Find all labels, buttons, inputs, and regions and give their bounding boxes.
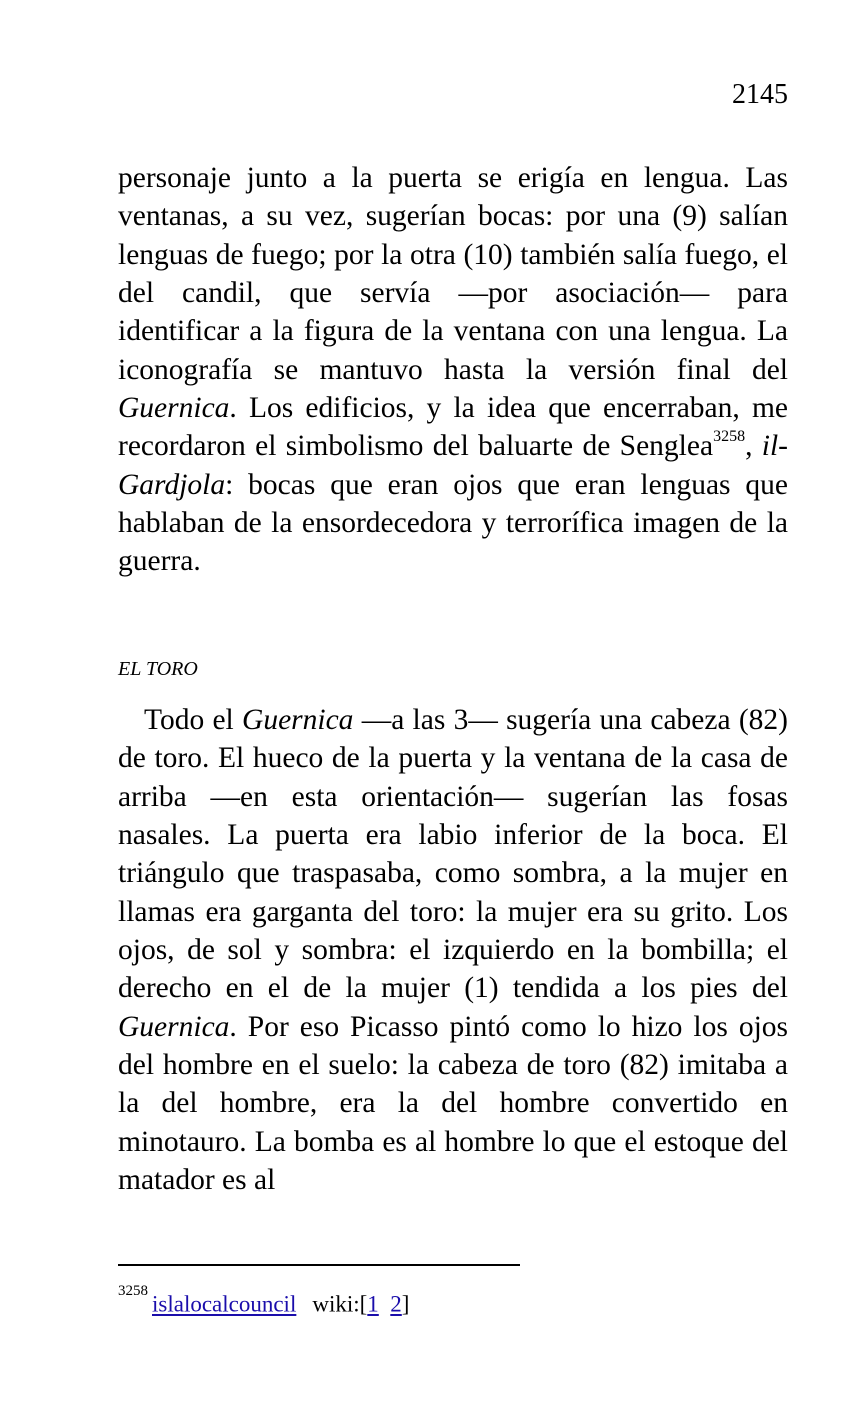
paragraph-text: Todo el: [144, 704, 243, 736]
footnote-number: 3258: [118, 1283, 148, 1299]
body-paragraph: [118, 159, 788, 581]
section-heading: EL TORO: [118, 658, 198, 680]
wiki-bracket-close: ]: [401, 1291, 410, 1317]
footnote: [118, 1284, 409, 1320]
wiki-label: wiki:[: [312, 1291, 368, 1317]
artwork-title: Guernica: [118, 392, 230, 425]
paragraph-text: . Por eso Picasso pintó como lo hizo los ojos del hombre en el suelo: la cabeza de toro (82) imitaba a la del hombre, era la del hombre convertido en minotauro. La bomba es al hombre lo que el estoque del matador es al: [118, 1010, 788, 1197]
footnote-divider: [118, 1264, 520, 1266]
place-name: il-Gardjola: [118, 430, 788, 501]
paragraph-text: : bocas que eran ojos que eran lenguas que hablaban de la ensordecedora y terrorífica imagen de la guerra.: [118, 468, 788, 578]
paragraph-text: —a las 3— sugería una cabeza (82) de toro. El hueco de la puerta y la ventana de la casa de arriba —en esta orientación— sugerían las fosas nasales. La puerta era labio inferior de la boca. El triángulo que traspasaba, como sombra, a la mujer en llamas era garganta del toro: la mujer era su grito. Los ojos, de sol y sombra: el izquierdo en la bombilla; el derecho en el de la mujer (1) tendida a los pies del: [118, 704, 788, 1005]
footnote-reference[interactable]: 3258: [713, 427, 746, 445]
page-number: 2145: [732, 79, 788, 110]
footnote-source-link[interactable]: islalocalcouncil: [152, 1291, 297, 1317]
wiki-link-2[interactable]: 2: [390, 1291, 402, 1317]
paragraph-text: . Los edificios, y la idea que encerraban, me recordaron el simbolismo del baluarte de Senglea: [118, 392, 788, 463]
body-paragraph: [118, 701, 788, 1199]
artwork-title: Guernica: [242, 704, 354, 736]
paragraph-text: personaje junto a la puerta se erigía en lengua. Las ventanas, a su vez, sugerían bocas: por una (9) salían lenguas de fuego; por la otra (10) también salía fuego, el del candil, que servía —por asociación— para identificar a la figura de la ventana con una lengua. La iconografía se mantuvo hasta la versión final del: [118, 162, 788, 386]
paragraph-text: ,: [745, 430, 762, 463]
wiki-link-1[interactable]: 1: [367, 1291, 379, 1317]
artwork-title: Guernica: [118, 1010, 230, 1043]
